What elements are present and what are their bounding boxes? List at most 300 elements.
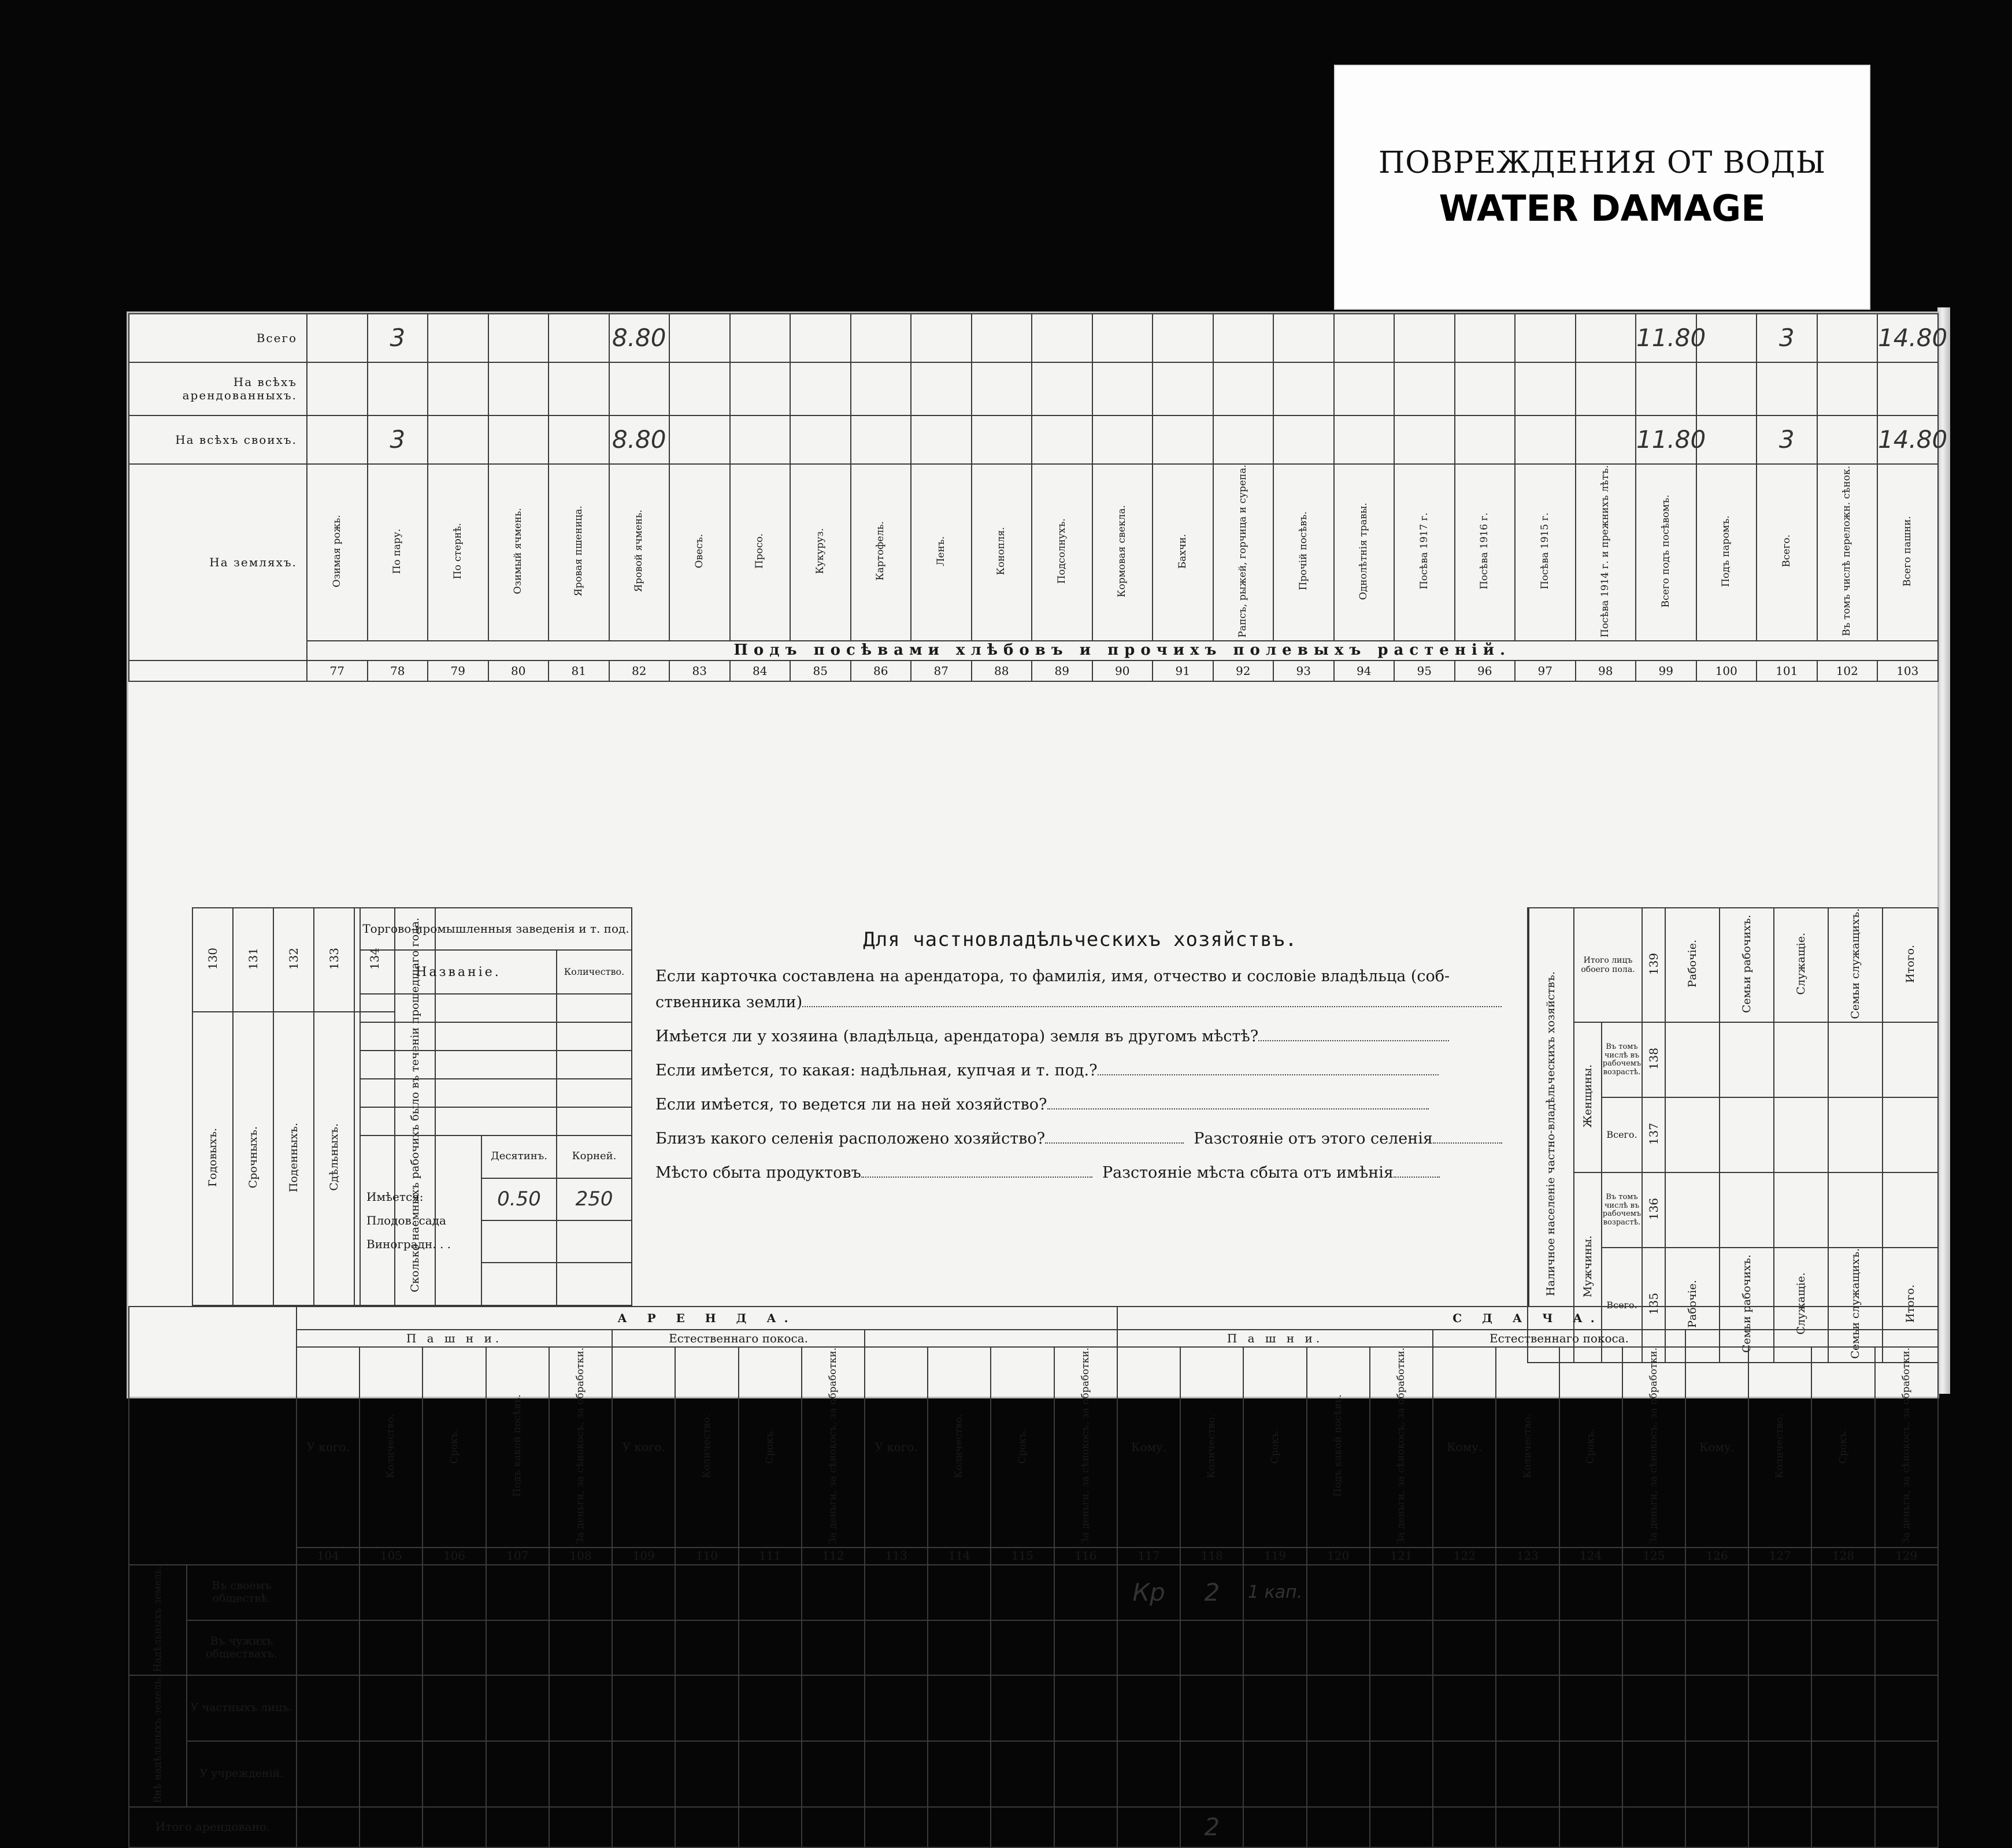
- arenda-pokos: Естественнаго покоса.: [612, 1330, 865, 1347]
- pop-num-136: 136: [1647, 1197, 1661, 1220]
- hired-vertical-label: Сколько наемныхъ рабочихъ было въ теченіи прошедшаго года.: [408, 918, 421, 1293]
- lease-col-117: Кому.: [1117, 1347, 1180, 1548]
- crop-header-86: [851, 464, 911, 641]
- lease-row-1: Въ своемъ обществѣ.: [187, 1565, 297, 1620]
- lease-table: [128, 1306, 1939, 1848]
- lease-cell: [486, 1565, 549, 1620]
- lease-cell: [1685, 1675, 1748, 1741]
- lease-cell: [865, 1565, 928, 1620]
- lease-cell: [1496, 1807, 1559, 1847]
- lease-cell: [675, 1620, 738, 1676]
- lease-cell: [991, 1807, 1054, 1847]
- population-itogo-obeego: Итого лицъ обоего пола.: [1574, 908, 1642, 1022]
- lease-col-128: [1811, 1347, 1874, 1548]
- trade-qty-col: Количество.: [557, 950, 632, 994]
- lease-col-128-text: Срокъ.: [1837, 1428, 1849, 1464]
- crop-header-98: [1576, 464, 1636, 641]
- lease-cell: [802, 1741, 865, 1807]
- lease-num-113: 113: [865, 1548, 928, 1565]
- lease-num-124: 124: [1559, 1548, 1622, 1565]
- pop-col-sluzhashchie: Служащіе.: [1794, 932, 1807, 995]
- crop-num-102: 102: [1817, 660, 1878, 681]
- lease-cell: [1117, 1675, 1180, 1741]
- pop-col-rabochie-bottom: Рабочіе.: [1685, 1279, 1699, 1328]
- lease-num-115: 115: [991, 1548, 1054, 1565]
- lease-cell: [675, 1675, 738, 1741]
- lease-cell: [1685, 1807, 1748, 1847]
- num-132: 132: [287, 947, 301, 970]
- crop-header-label: Картофель.: [875, 521, 887, 581]
- crop-header-label: Озимая рожь.: [331, 514, 343, 588]
- hand-svoikh-78: 3: [390, 425, 406, 454]
- lease-cell: [1433, 1565, 1496, 1620]
- lease-cell: [486, 1675, 549, 1741]
- crop-num-95: 95: [1394, 660, 1455, 681]
- lease-cell: [297, 1741, 360, 1807]
- lease-cell: [549, 1620, 612, 1676]
- lease-cell: [423, 1565, 486, 1620]
- crop-header-label: Рапсъ, рыжей, горчица и сурепа.: [1237, 465, 1249, 638]
- private-q5: Близъ какого селенія расположено хозяйство?: [655, 1130, 1046, 1148]
- sdacha-banner: С Д А Ч А.: [1117, 1307, 1938, 1330]
- crop-header-label: Подсолнухъ.: [1055, 518, 1068, 584]
- lease-cell: [360, 1807, 423, 1847]
- lease-cell: [1748, 1620, 1811, 1676]
- lease-col-127: [1748, 1347, 1811, 1548]
- lease-cell: [1243, 1807, 1306, 1847]
- hand-komu: Кр: [1132, 1578, 1165, 1606]
- lease-col-110: [675, 1347, 738, 1548]
- lease-cell: [1748, 1565, 1811, 1620]
- lease-cell: [1685, 1620, 1748, 1676]
- lease-cell: [802, 1807, 865, 1847]
- lease-cell: [1243, 1565, 1306, 1620]
- hand-vsego-99: 11.80: [1636, 323, 1706, 352]
- lease-num-111: 111: [739, 1548, 802, 1565]
- pop-col-itogo: Итого.: [1903, 944, 1917, 983]
- lease-cell: [360, 1741, 423, 1807]
- label-russian: ПОВРЕЖДЕНИЯ ОТ ВОДЫ: [1378, 145, 1826, 180]
- crop-header-label: Посѣва 1915 г.: [1539, 513, 1551, 590]
- pop-col-semi-rabochikh: Семьи рабочихъ.: [1740, 914, 1753, 1013]
- lease-cell: [423, 1620, 486, 1676]
- lease-cell: [739, 1741, 802, 1807]
- sdacha-pashni: П а ш н и.: [1117, 1330, 1433, 1347]
- lease-col-120: [1307, 1347, 1370, 1548]
- private-q6b: Разстояніе мѣста сбыта отъ имѣнія: [1102, 1164, 1394, 1182]
- lease-cell: [423, 1807, 486, 1847]
- crop-header-label: Всего подъ посѣвомъ.: [1659, 494, 1672, 608]
- lease-num-125: 125: [1622, 1548, 1685, 1565]
- crop-num-88: 88: [972, 660, 1032, 681]
- label-godovykh: Годовыхъ.: [206, 1127, 219, 1187]
- lease-col-111-text: Срокъ.: [764, 1428, 776, 1464]
- pop-num-138: 138: [1647, 1047, 1661, 1070]
- lease-cell: [1685, 1565, 1748, 1620]
- sdacha-pokos: Естественнаго покоса.: [1433, 1330, 1685, 1347]
- lease-cell: [549, 1741, 612, 1807]
- lease-cell: [865, 1675, 928, 1741]
- lease-cell: [1811, 1565, 1874, 1620]
- lease-cell: [1875, 1565, 1938, 1620]
- crop-header-label: Озимый ячмень.: [512, 508, 524, 595]
- pop-w-trudosp: Въ томъ числѣ въ рабочемъ возрастѣ.: [1602, 1022, 1642, 1097]
- crop-header-100: [1696, 464, 1757, 641]
- lease-cell: [1685, 1741, 1748, 1807]
- crop-num-85: 85: [790, 660, 851, 681]
- lease-cell: [1622, 1741, 1685, 1807]
- lease-num-117: 117: [1117, 1548, 1180, 1565]
- lease-cell: [1054, 1620, 1117, 1676]
- lease-cell: [928, 1807, 991, 1847]
- lease-cell: [928, 1620, 991, 1676]
- lease-num-121: 121: [1370, 1548, 1433, 1565]
- crop-header-label: Однолѣтнія травы.: [1358, 502, 1370, 600]
- sdacha-blank: [1685, 1330, 1938, 1347]
- lease-num-123: 123: [1496, 1548, 1559, 1565]
- lease-cell: [1180, 1565, 1243, 1620]
- pop-col-itogo-bottom: Итого.: [1903, 1285, 1917, 1323]
- lease-col-125: [1622, 1347, 1685, 1548]
- lease-cell: [360, 1565, 423, 1620]
- lease-cell: [865, 1741, 928, 1807]
- lease-group-group_vne-text: Внѣ надѣльныхъ земель.: [151, 1676, 164, 1804]
- arenda-pashni: П а ш н и.: [297, 1330, 612, 1347]
- label-podennykh: Поденныхъ.: [287, 1122, 300, 1192]
- lease-col-120-text: Подъ какой посѣвъ.: [1332, 1394, 1344, 1497]
- hand-svoikh-103: 14.80: [1878, 425, 1948, 454]
- lease-col-112-text: За деньги, за сѣнокосъ, за обработки.: [827, 1348, 839, 1544]
- crop-num-78: 78: [368, 660, 428, 681]
- lease-col-127-text: Количество.: [1774, 1413, 1786, 1478]
- crop-num-82: 82: [609, 660, 670, 681]
- crop-num-92: 92: [1213, 660, 1274, 681]
- lease-row-3: У частныхъ лицъ.: [187, 1675, 297, 1741]
- crop-header-78: [368, 464, 428, 641]
- crop-header-95: [1394, 464, 1455, 641]
- crop-header-label: По пару.: [391, 528, 403, 574]
- pop-col-sluzhashchie-bottom: Служащіе.: [1794, 1272, 1807, 1335]
- lease-cell: [1307, 1675, 1370, 1741]
- lease-cell: [486, 1807, 549, 1847]
- crop-header-88: [972, 464, 1032, 641]
- lease-cell: [297, 1675, 360, 1741]
- lease-cell: [1875, 1675, 1938, 1741]
- lease-cell: [1054, 1565, 1117, 1620]
- crop-header-77: [307, 464, 368, 641]
- crop-header-101: [1757, 464, 1817, 641]
- pop-muzhchiny: Мужчины.: [1581, 1235, 1594, 1297]
- private-q1: Если карточка составлена на арендатора, то фамилія, имя, отчество и сословіе владѣльца (соб-: [655, 967, 1450, 985]
- lease-cell: [865, 1620, 928, 1676]
- lease-cell: [1559, 1565, 1622, 1620]
- crop-num-83: 83: [669, 660, 730, 681]
- lease-col-104: У кого.: [297, 1347, 360, 1548]
- crop-header-87: [911, 464, 972, 641]
- orchard-imeetsya: Имѣется:: [366, 1189, 424, 1204]
- hand-srok: 1 кап.: [1247, 1582, 1303, 1602]
- lease-cell: [1117, 1620, 1180, 1676]
- page-edge: [1937, 307, 1950, 1394]
- lease-cell: [1559, 1807, 1622, 1847]
- row-label-vsego: Всего: [129, 314, 307, 362]
- private-q6: Мѣсто сбыта продуктовъ: [655, 1164, 861, 1182]
- lease-cell: [360, 1620, 423, 1676]
- lease-cell: [739, 1565, 802, 1620]
- hand-sad-korney: 250: [575, 1187, 613, 1211]
- crop-num-97: 97: [1515, 660, 1576, 681]
- trade-title: Торгово-промышленныя заведенія и т. под.: [360, 908, 632, 950]
- crop-header-label: Всего.: [1780, 535, 1792, 568]
- private-q3: Если имѣется, то какая: надѣльная, купчая и т. под.?: [655, 1062, 1098, 1079]
- lease-cell: [1433, 1741, 1496, 1807]
- crop-num-96: 96: [1455, 660, 1516, 681]
- lease-num-104: 104: [297, 1548, 360, 1565]
- crop-num-98: 98: [1576, 660, 1636, 681]
- crop-header-label: Ленъ.: [935, 536, 947, 566]
- lease-col-112: [802, 1347, 865, 1548]
- lease-row-itogo: Итого арендовано.: [129, 1807, 297, 1847]
- crop-num-86: 86: [851, 660, 911, 681]
- lease-cell: [1622, 1675, 1685, 1741]
- lease-cell: [865, 1807, 928, 1847]
- lease-col-121-text: За деньги, за сѣнокосъ, за обработки.: [1395, 1348, 1407, 1544]
- lease-cell: [549, 1807, 612, 1847]
- crop-num-79: 79: [428, 660, 488, 681]
- crop-num-93: 93: [1273, 660, 1334, 681]
- crop-header-96: [1455, 464, 1516, 641]
- lease-cell: [1117, 1807, 1180, 1847]
- lease-col-124: [1559, 1347, 1622, 1548]
- lease-cell: [1243, 1620, 1306, 1676]
- crop-num-101: 101: [1757, 660, 1817, 681]
- pop-col-semi-rabochikh-bottom: Семьи рабочихъ.: [1740, 1255, 1753, 1353]
- lease-col-121: [1370, 1347, 1433, 1548]
- crop-header-label: Конопля.: [995, 527, 1007, 576]
- lease-cell: [1875, 1807, 1938, 1847]
- lease-cell: [1370, 1807, 1433, 1847]
- lease-cell: [612, 1565, 675, 1620]
- lease-col-107-text: Подъ какой посѣвъ.: [511, 1394, 523, 1497]
- lease-cell: [1307, 1741, 1370, 1807]
- lease-col-109: У кого.: [612, 1347, 675, 1548]
- crop-header-label: Въ томъ числѣ переложн. сѣнок.: [1841, 466, 1853, 637]
- lease-col-119: [1243, 1347, 1306, 1548]
- lease-cell: [1622, 1620, 1685, 1676]
- crop-header-103: [1877, 464, 1938, 641]
- lease-cell: [675, 1741, 738, 1807]
- crop-header-94: [1334, 464, 1395, 641]
- trade-table: [360, 907, 632, 1306]
- lease-cell: [1622, 1565, 1685, 1620]
- trade-name-col: Названіе.: [360, 950, 557, 994]
- lease-cell: [1180, 1741, 1243, 1807]
- crop-header-label: Яровой ячмень.: [633, 510, 645, 593]
- lease-cell: [1433, 1620, 1496, 1676]
- pop-col-rabochie: Рабочіе.: [1685, 940, 1699, 988]
- row-label-arendovannykh: На всѣхъ арендованныхъ.: [129, 362, 307, 415]
- lease-col-114: [928, 1347, 991, 1548]
- lease-cell: [1748, 1675, 1811, 1741]
- crop-header-97: [1515, 464, 1576, 641]
- lease-cell: [1433, 1675, 1496, 1741]
- crop-num-91: 91: [1153, 660, 1213, 681]
- crop-num-99: 99: [1636, 660, 1696, 681]
- lease-num-128: 128: [1811, 1548, 1874, 1565]
- orchard-desyatin-header: Десятинъ.: [481, 1135, 557, 1178]
- pop-m-trudosp: Въ томъ числѣ въ рабочемъ возрастѣ.: [1602, 1172, 1642, 1248]
- lease-group-group_nadel: [129, 1565, 187, 1675]
- private-title: Для частновладѣльческихъ хозяйствъ.: [863, 928, 1298, 951]
- crop-header-label: Всего пашни.: [1901, 515, 1913, 587]
- lease-cell: [739, 1675, 802, 1741]
- lease-num-114: 114: [928, 1548, 991, 1565]
- lease-cell: [675, 1565, 738, 1620]
- crop-num-103: 103: [1877, 660, 1938, 681]
- crop-header-label: По стернѣ.: [451, 523, 464, 580]
- lease-num-118: 118: [1180, 1548, 1243, 1565]
- pop-num-139: 139: [1647, 952, 1661, 975]
- water-damage-label: [1334, 65, 1870, 310]
- hand-svoikh-101: 3: [1778, 425, 1795, 454]
- lease-col-124-text: Срокъ.: [1584, 1428, 1596, 1464]
- lease-col-110-text: Количество.: [701, 1413, 713, 1478]
- lease-num-122: 122: [1433, 1548, 1496, 1565]
- lease-col-108-text: За деньги, за сѣнокосъ, за обработки.: [575, 1348, 587, 1544]
- lease-col-116: [1054, 1347, 1117, 1548]
- lease-cell: [1875, 1741, 1938, 1807]
- lease-cell: [297, 1565, 360, 1620]
- crop-num-87: 87: [911, 660, 972, 681]
- hand-vsego-82: 8.80: [612, 323, 666, 352]
- crop-header-label: Бахчи.: [1176, 533, 1188, 569]
- lease-cell: [1496, 1741, 1559, 1807]
- lease-cell: [1370, 1620, 1433, 1676]
- hand-vsego-103: 14.80: [1878, 323, 1948, 352]
- lease-group-group_nadel-text: Надѣльныхъ земель.: [151, 1565, 164, 1672]
- pop-col-semi-sluzhashchikh: Семьи служащихъ.: [1848, 908, 1862, 1019]
- lease-cell: [1559, 1741, 1622, 1807]
- lease-cell: [549, 1565, 612, 1620]
- lease-col-115: [991, 1347, 1054, 1548]
- lease-cell: [360, 1675, 423, 1741]
- pop-col-semi-sluzhashchikh-bottom: Семьи служащихъ.: [1848, 1248, 1862, 1359]
- lease-cell: [1370, 1675, 1433, 1741]
- lease-num-119: 119: [1243, 1548, 1306, 1565]
- lease-col-119-text: Срокъ.: [1269, 1428, 1281, 1464]
- lease-cell: [1307, 1565, 1370, 1620]
- private-farms-section: [631, 907, 1529, 1306]
- lease-col-107: [486, 1347, 549, 1548]
- num-134: 134: [368, 947, 381, 970]
- lease-col-105: [360, 1347, 423, 1548]
- crop-header-label: Посѣва 1916 г.: [1479, 513, 1491, 590]
- private-q5b: Разстояніе отъ этого селенія: [1194, 1130, 1433, 1148]
- pop-zhenshchiny: Женщины.: [1581, 1064, 1594, 1128]
- hand-qty: 2: [1204, 1578, 1220, 1606]
- lease-cell: [802, 1565, 865, 1620]
- crop-num-100: 100: [1696, 660, 1757, 681]
- hand-itogo: 2: [1204, 1812, 1220, 1841]
- crop-header-102: [1817, 464, 1878, 641]
- lease-cell: [297, 1807, 360, 1847]
- lease-cell: [423, 1675, 486, 1741]
- lease-cell: [802, 1620, 865, 1676]
- crop-header-label: Овесъ.: [693, 534, 705, 569]
- lease-cell: [991, 1620, 1054, 1676]
- crop-num-94: 94: [1334, 660, 1395, 681]
- lease-col-123: [1496, 1347, 1559, 1548]
- lease-cell: [297, 1620, 360, 1676]
- crop-header-81: [549, 464, 609, 641]
- lease-col-108: [549, 1347, 612, 1548]
- orchard-korney-header: Корней.: [557, 1135, 632, 1178]
- lease-group-group_vne: [129, 1675, 187, 1806]
- lease-cell: [928, 1675, 991, 1741]
- lease-cell: [612, 1620, 675, 1676]
- lease-col-106-text: Срокъ.: [448, 1428, 460, 1464]
- lease-cell: [1811, 1807, 1874, 1847]
- lease-cell: [1811, 1620, 1874, 1676]
- lease-cell: [1307, 1807, 1370, 1847]
- crop-num-89: 89: [1032, 660, 1092, 681]
- lease-cell: [1811, 1675, 1874, 1741]
- num-131: 131: [246, 947, 260, 970]
- lease-cell: [1307, 1620, 1370, 1676]
- lease-col-122: Кому.: [1433, 1347, 1496, 1548]
- private-q2: Имѣется ли у хозяина (владѣльца, арендатора) земля въ другомъ мѣстѣ?: [655, 1027, 1259, 1045]
- lease-num-129: 129: [1875, 1548, 1938, 1565]
- lease-col-129-text: За деньги, за сѣнокосъ, за обработки.: [1900, 1348, 1912, 1544]
- lease-num-126: 126: [1685, 1548, 1748, 1565]
- lease-num-116: 116: [1054, 1548, 1117, 1565]
- lease-cell: [1496, 1620, 1559, 1676]
- lease-cell: [1370, 1741, 1433, 1807]
- label-english: WATER DAMAGE: [1439, 187, 1766, 229]
- lease-col-129: [1875, 1347, 1938, 1548]
- lease-num-120: 120: [1307, 1548, 1370, 1565]
- lease-num-106: 106: [423, 1548, 486, 1565]
- crop-header-80: [488, 464, 549, 641]
- lease-cell: [1748, 1807, 1811, 1847]
- lease-num-109: 109: [612, 1548, 675, 1565]
- lease-cell: [1054, 1807, 1117, 1847]
- lease-col-111: [739, 1347, 802, 1548]
- crop-header-label: Посѣва 1917 г.: [1418, 513, 1430, 590]
- lease-cell: [1180, 1807, 1243, 1847]
- private-q1b: ственника земли): [655, 993, 803, 1011]
- lease-col-106: [423, 1347, 486, 1548]
- population-vertical: Наличное населеніе частно-владѣльческихъ хозяйствъ.: [1544, 971, 1557, 1296]
- lease-cell: [1180, 1620, 1243, 1676]
- lease-cell: [1559, 1675, 1622, 1741]
- lease-num-108: 108: [549, 1548, 612, 1565]
- lease-num-107: 107: [486, 1548, 549, 1565]
- orchard-sad-label: Плодов. сада: [366, 1213, 446, 1227]
- hand-vsego-78: 3: [390, 323, 406, 352]
- crop-header-90: [1092, 464, 1153, 641]
- lease-num-127: 127: [1748, 1548, 1811, 1565]
- lease-cell: [1180, 1675, 1243, 1741]
- lease-col-113: У кого.: [865, 1347, 928, 1548]
- crop-banner: Подъ посѣвами хлѣбовъ и прочихъ полевыхъ растеній.: [307, 641, 1938, 660]
- crop-header-79: [428, 464, 488, 641]
- lease-num-110: 110: [675, 1548, 738, 1565]
- label-sdelnykh: Сдѣльныхъ.: [327, 1123, 340, 1192]
- lease-cell: [486, 1620, 549, 1676]
- crop-table: [128, 313, 1948, 682]
- crop-num-81: 81: [549, 660, 609, 681]
